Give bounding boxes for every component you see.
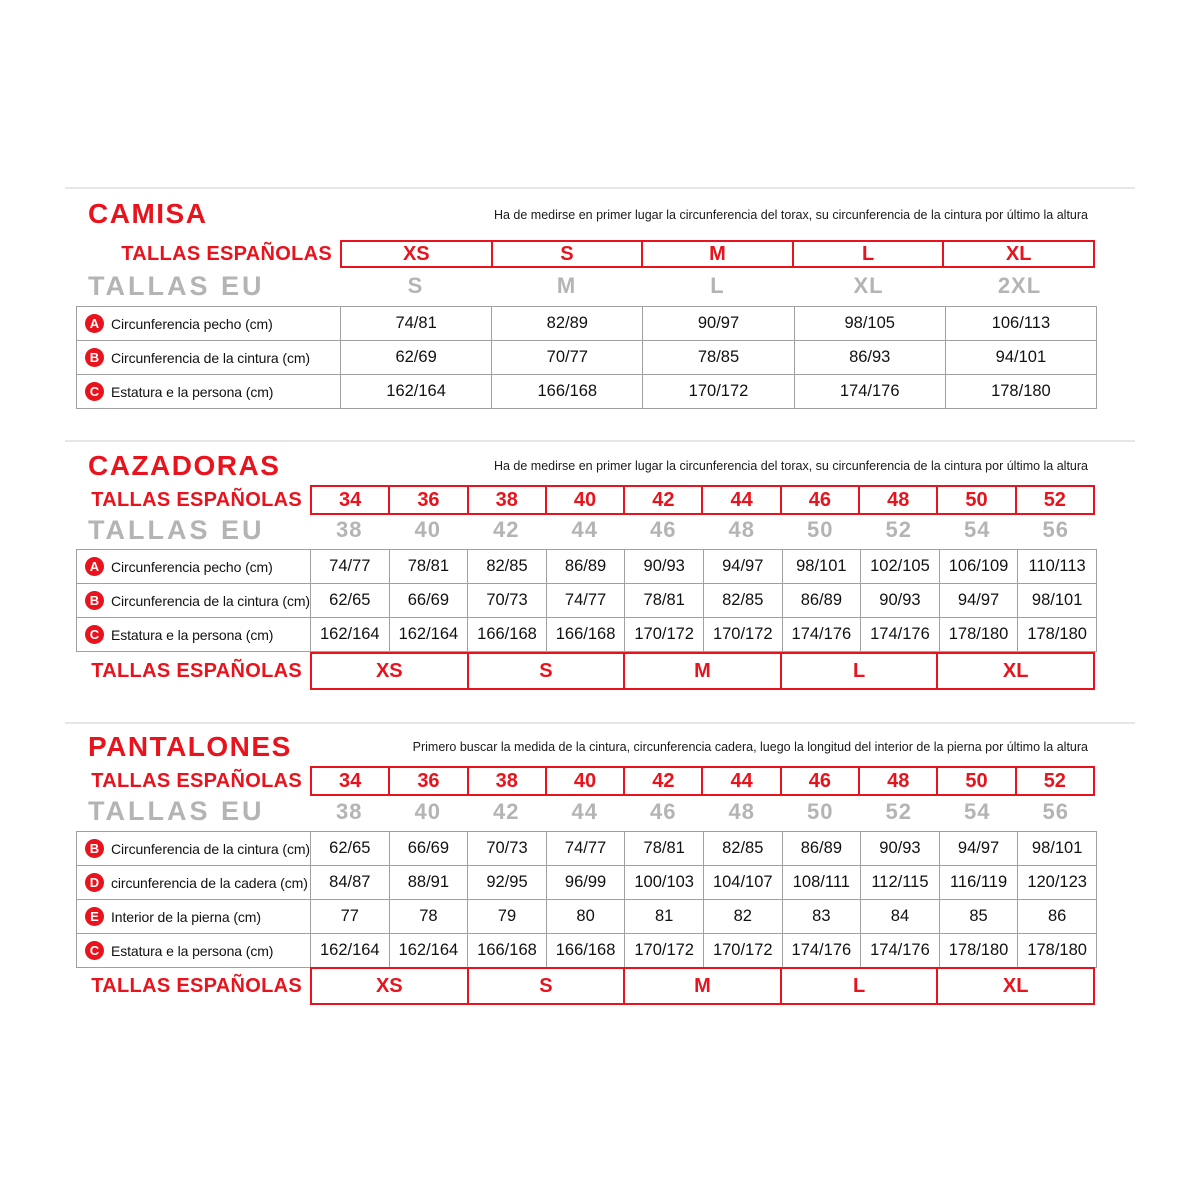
spanish-size-cell: 48	[858, 487, 936, 513]
measurement-value-cell: 90/93	[860, 832, 939, 865]
measurement-value-cell: 170/172	[703, 934, 782, 967]
measurement-value-cell: 110/113	[1017, 550, 1096, 583]
spanish-sizes-row	[310, 766, 1095, 796]
eu-sizes-row	[310, 794, 1095, 829]
measurement-value-cell: 82/85	[703, 832, 782, 865]
measurement-value-cell: 178/180	[1017, 618, 1096, 651]
spanish-size-cell: 46	[780, 768, 858, 794]
measurement-value-cell: 80	[546, 900, 625, 933]
measurement-label: Estatura e la persona (cm)	[111, 626, 274, 643]
spanish-size-cell: 52	[1015, 768, 1093, 794]
measurement-value-cell: 98/101	[782, 550, 861, 583]
measurement-value-cell: 170/172	[642, 375, 793, 408]
eu-size-cell: 56	[1042, 517, 1069, 542]
measurement-row	[77, 832, 1096, 865]
measurement-label-cell	[77, 900, 310, 933]
measure-letter-badge: C	[85, 941, 104, 960]
measurement-value-cell: 94/101	[945, 341, 1096, 374]
measurement-label: Circunferencia pecho (cm)	[111, 558, 273, 575]
eu-size-cell: XL	[853, 273, 884, 298]
measurement-value-cell: 62/65	[310, 832, 389, 865]
measurement-row	[77, 899, 1096, 933]
spanish-size-cell: 38	[467, 768, 545, 794]
measurement-value-cell: 104/107	[703, 866, 782, 899]
spanish-group-size-cell: XL	[936, 654, 1093, 688]
eu-size-cell: 2XL	[997, 273, 1042, 298]
measure-letter-badge: C	[85, 625, 104, 644]
measurement-value-cell: 86/89	[782, 584, 861, 617]
eu-size-cell: 56	[1042, 798, 1069, 824]
measurement-value-cell: 178/180	[939, 618, 1018, 651]
spanish-group-size-cell: S	[467, 654, 624, 688]
measurement-value-cell: 66/69	[389, 832, 468, 865]
spanish-size-cell: L	[792, 242, 943, 266]
measurement-value-cell: 86/89	[546, 550, 625, 583]
measurement-value-cell: 85	[939, 900, 1018, 933]
measurement-value-cell: 78/81	[389, 550, 468, 583]
measurement-value-cell: 170/172	[703, 618, 782, 651]
spanish-group-size-cell: M	[623, 654, 780, 688]
eu-size-cell: 52	[885, 517, 912, 542]
measurement-row	[77, 583, 1096, 617]
measurement-label-cell	[77, 866, 310, 899]
spanish-size-cell: 42	[623, 487, 701, 513]
measurement-value-cell: 94/97	[939, 584, 1018, 617]
eu-size-cell: 50	[807, 517, 834, 542]
measurement-value-cell: 162/164	[310, 934, 389, 967]
measurement-value-cell: 92/95	[467, 866, 546, 899]
measurement-value-cell: 170/172	[624, 618, 703, 651]
measurement-value-cell: 108/111	[782, 866, 861, 899]
measurement-value-cell: 162/164	[310, 618, 389, 651]
spanish-size-cell: 40	[545, 768, 623, 794]
measure-letter-badge: C	[85, 382, 104, 401]
eu-size-cell: S	[407, 273, 424, 298]
eu-size-cell: 54	[964, 517, 991, 542]
measurement-label: Estatura e la persona (cm)	[111, 383, 274, 400]
eu-size-cell: 46	[650, 517, 677, 542]
measurement-instructions: Primero buscar la medida de la cintura, circunferencia cadera, luego la longitud del interior de la pierna por último la altura	[412, 740, 1088, 754]
eu-size-cell: 46	[650, 798, 677, 824]
measurement-value-cell: 178/180	[945, 375, 1096, 408]
eu-sizes-row	[310, 513, 1095, 547]
spanish-sizes-label: TALLAS ESPAÑOLAS	[91, 488, 302, 511]
spanish-size-cell: XL	[942, 242, 1093, 266]
measure-letter-badge: B	[85, 839, 104, 858]
eu-size-cell: 40	[414, 517, 441, 542]
measurement-value-cell: 162/164	[389, 934, 468, 967]
spanish-group-size-cell: XS	[375, 974, 403, 997]
spanish-size-cell: 50	[936, 768, 1014, 794]
eu-sizes-label: TALLAS EU	[88, 796, 265, 826]
spanish-size-cell: 52	[1015, 487, 1093, 513]
spanish-group-size-cell: XL	[936, 969, 1093, 1003]
measurement-label: Circunferencia de la cintura (cm)	[111, 349, 310, 366]
measurement-value-cell: 166/168	[467, 618, 546, 651]
spanish-sizes-label: TALLAS ESPAÑOLAS	[91, 769, 302, 792]
measurement-value-cell: 84	[860, 900, 939, 933]
measure-letter-badge: A	[85, 557, 104, 576]
measurement-label-cell	[77, 934, 310, 967]
section-divider	[65, 187, 1135, 189]
eu-size-cell: 48	[728, 517, 755, 542]
measurement-value-cell: 86/89	[782, 832, 861, 865]
measurement-label: Circunferencia de la cintura (cm)	[111, 592, 310, 609]
measurement-value-cell: 70/73	[467, 584, 546, 617]
spanish-size-cell: 46	[780, 487, 858, 513]
spanish-size-cell: 38	[467, 487, 545, 513]
measurement-value-cell: 70/73	[467, 832, 546, 865]
measurement-value-cell: 70/77	[491, 341, 642, 374]
section-divider	[65, 440, 1135, 442]
spanish-sizes-label: TALLAS ESPAÑOLAS	[91, 974, 302, 997]
measurement-value-cell: 98/101	[1017, 832, 1096, 865]
measurement-value-cell: 84/87	[310, 866, 389, 899]
eu-size-cell: M	[556, 273, 577, 298]
spanish-size-cell: 48	[858, 768, 936, 794]
spanish-group-size-cell: L	[780, 969, 937, 1003]
eu-size-cell: 54	[964, 798, 991, 824]
measurement-value-cell: 162/164	[340, 375, 491, 408]
spanish-size-cell: M	[641, 242, 792, 266]
spanish-size-cell: 36	[388, 768, 466, 794]
measurement-value-cell: 74/77	[310, 550, 389, 583]
eu-size-cell: 40	[414, 798, 441, 824]
measurement-value-cell: 166/168	[467, 934, 546, 967]
measurement-value-cell: 86	[1017, 900, 1096, 933]
measurement-label-cell	[77, 550, 310, 583]
measurement-label-cell	[77, 584, 310, 617]
measurements-table	[76, 306, 1097, 409]
spanish-size-cell: 34	[339, 488, 362, 511]
measurements-table	[76, 549, 1097, 652]
measurement-value-cell: 78/81	[624, 832, 703, 865]
measurement-row	[77, 865, 1096, 899]
measurement-value-cell: 94/97	[939, 832, 1018, 865]
spanish-size-cell: 50	[936, 487, 1014, 513]
measurement-value-cell: 82	[703, 900, 782, 933]
measurement-value-cell: 81	[624, 900, 703, 933]
spanish-size-cell: 42	[623, 768, 701, 794]
spanish-sizes-label: TALLAS ESPAÑOLAS	[121, 242, 332, 265]
measurement-label-cell	[77, 375, 340, 408]
spanish-group-sizes-row	[310, 967, 1095, 1005]
measurement-value-cell: 90/93	[860, 584, 939, 617]
measurement-value-cell: 78/85	[642, 341, 793, 374]
measurement-value-cell: 82/89	[491, 307, 642, 340]
spanish-group-size-cell: XS	[375, 659, 403, 682]
measurement-label-cell	[77, 307, 340, 340]
measurement-label: Estatura e la persona (cm)	[111, 942, 274, 959]
measure-letter-badge: D	[85, 873, 104, 892]
measurement-value-cell: 83	[782, 900, 861, 933]
measurement-value-cell: 98/105	[794, 307, 945, 340]
measurement-value-cell: 74/77	[546, 584, 625, 617]
spanish-group-sizes-row	[310, 652, 1095, 690]
measurement-value-cell: 90/93	[624, 550, 703, 583]
measurement-value-cell: 102/105	[860, 550, 939, 583]
measure-letter-badge: A	[85, 314, 104, 333]
measurement-value-cell: 174/176	[794, 375, 945, 408]
spanish-size-cell: 44	[701, 768, 779, 794]
measurement-value-cell: 166/168	[546, 618, 625, 651]
measurement-value-cell: 178/180	[939, 934, 1018, 967]
measurement-value-cell: 106/109	[939, 550, 1018, 583]
measurement-instructions: Ha de medirse en primer lugar la circunferencia del torax, su circunferencia de la cintura por último la altura	[493, 208, 1088, 222]
eu-size-cell: 44	[571, 517, 598, 542]
spanish-group-size-cell: S	[467, 969, 624, 1003]
eu-size-cell: 38	[336, 798, 363, 824]
measurement-value-cell: 88/91	[389, 866, 468, 899]
measurement-value-cell: 82/85	[467, 550, 546, 583]
measurement-label: Circunferencia pecho (cm)	[111, 315, 273, 332]
measurement-value-cell: 79	[467, 900, 546, 933]
spanish-size-cell: XS	[402, 242, 430, 265]
section-divider	[65, 722, 1135, 724]
measurement-value-cell: 62/65	[310, 584, 389, 617]
measurement-value-cell: 112/115	[860, 866, 939, 899]
measurement-value-cell: 96/99	[546, 866, 625, 899]
measurement-value-cell: 77	[310, 900, 389, 933]
eu-size-cell: 44	[571, 798, 598, 824]
spanish-sizes-row	[310, 485, 1095, 515]
measurement-value-cell: 74/81	[340, 307, 491, 340]
measure-letter-badge: E	[85, 907, 104, 926]
measurement-value-cell: 166/168	[546, 934, 625, 967]
measurement-row	[77, 374, 1096, 408]
measurement-value-cell: 98/101	[1017, 584, 1096, 617]
spanish-size-cell: 44	[701, 487, 779, 513]
measurements-table	[76, 831, 1097, 968]
measurement-label-cell	[77, 832, 310, 865]
section-title: CAZADORAS	[88, 450, 281, 481]
measurement-value-cell: 174/176	[860, 934, 939, 967]
measurement-label-cell	[77, 341, 340, 374]
measurement-value-cell: 100/103	[624, 866, 703, 899]
eu-sizes-row	[340, 268, 1095, 304]
measurement-value-cell: 170/172	[624, 934, 703, 967]
eu-sizes-label: TALLAS EU	[88, 514, 265, 545]
measurement-value-cell: 116/119	[939, 866, 1018, 899]
measurement-value-cell: 78	[389, 900, 468, 933]
measurement-row	[77, 340, 1096, 374]
measurement-value-cell: 66/69	[389, 584, 468, 617]
spanish-sizes-label: TALLAS ESPAÑOLAS	[91, 659, 302, 682]
measurement-value-cell: 74/77	[546, 832, 625, 865]
measurement-label: Circunferencia de la cintura (cm)	[111, 840, 310, 857]
measure-letter-badge: B	[85, 591, 104, 610]
measurement-row	[77, 933, 1096, 967]
eu-size-cell: 50	[807, 798, 834, 824]
measurement-value-cell: 174/176	[782, 618, 861, 651]
measurement-value-cell: 174/176	[782, 934, 861, 967]
measurement-value-cell: 166/168	[491, 375, 642, 408]
section-title: PANTALONES	[88, 731, 292, 762]
measurement-value-cell: 90/97	[642, 307, 793, 340]
measurement-value-cell: 178/180	[1017, 934, 1096, 967]
eu-size-cell: L	[710, 273, 725, 298]
measurement-label-cell	[77, 618, 310, 651]
measurement-value-cell: 78/81	[624, 584, 703, 617]
eu-sizes-label: TALLAS EU	[88, 270, 265, 301]
eu-size-cell: 38	[336, 517, 363, 542]
measurement-value-cell: 86/93	[794, 341, 945, 374]
eu-size-cell: 42	[493, 798, 520, 824]
measurement-row	[77, 550, 1096, 583]
measurement-instructions: Ha de medirse en primer lugar la circunferencia del torax, su circunferencia de la cintura por último la altura	[493, 459, 1088, 473]
measurement-value-cell: 94/97	[703, 550, 782, 583]
measurement-value-cell: 162/164	[389, 618, 468, 651]
spanish-size-cell: 40	[545, 487, 623, 513]
spanish-size-cell: S	[491, 242, 642, 266]
measurement-label: Interior de la pierna (cm)	[111, 908, 261, 925]
measurement-value-cell: 120/123	[1017, 866, 1096, 899]
measure-letter-badge: B	[85, 348, 104, 367]
measurement-row	[77, 307, 1096, 340]
spanish-size-cell: 34	[339, 769, 362, 792]
eu-size-cell: 42	[493, 517, 520, 542]
measurement-value-cell: 62/69	[340, 341, 491, 374]
eu-size-cell: 48	[728, 798, 755, 824]
measurement-value-cell: 82/85	[703, 584, 782, 617]
measurement-label: circunferencia de la cadera (cm)	[111, 874, 308, 891]
spanish-size-cell: 36	[388, 487, 466, 513]
measurement-row	[77, 617, 1096, 651]
measurement-value-cell: 174/176	[860, 618, 939, 651]
section-title: CAMISA	[88, 198, 208, 229]
spanish-sizes-row	[340, 240, 1095, 268]
eu-size-cell: 52	[885, 798, 912, 824]
measurement-value-cell: 106/113	[945, 307, 1096, 340]
spanish-group-size-cell: M	[623, 969, 780, 1003]
spanish-group-size-cell: L	[780, 654, 937, 688]
